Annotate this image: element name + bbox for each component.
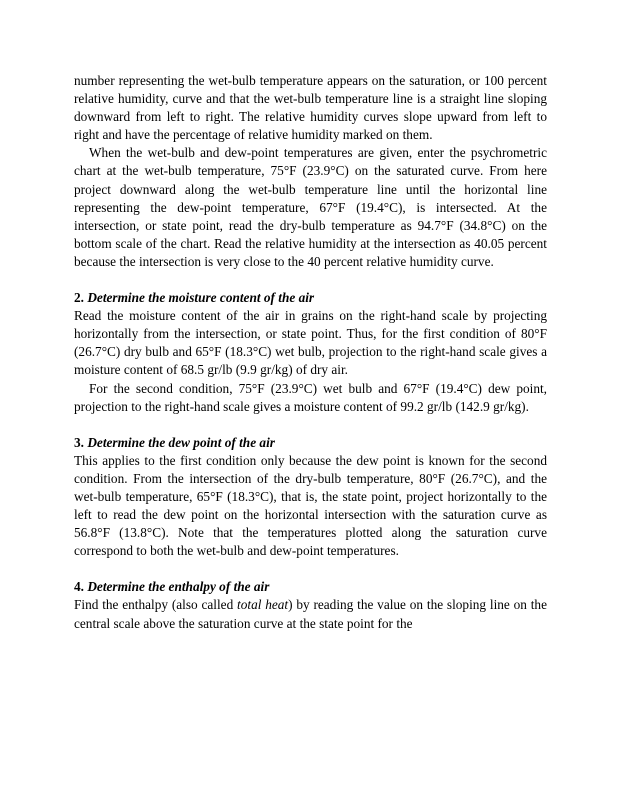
section-2-paragraph-2: For the second condition, 75°F (23.9°C) wet bulb and 67°F (19.4°C) dew point, projection to the right-hand scale gives a moisture content of 99.2 gr/lb (142.9 gr/kg). — [74, 380, 547, 414]
section-3-heading — [74, 434, 547, 452]
section-4-number: 4. — [74, 579, 84, 595]
section-4-text-end: ) by reading the value on the sloping line on the central scale above the saturation curve at the state point for the — [74, 597, 547, 631]
section-4-emphasis: total heat — [237, 597, 289, 613]
paragraph-wet-bulb-dew-point: When the wet-bulb and dew-point temperatures are given, enter the psychrometric chart at the wet-bulb temperature, 75°F (23.9°C) on the saturated curve. From here project downward along the wet-bulb temperature line until the horizontal line representing the dew-point temperature, 67°F (19.4°C), is intersected. At the intersection, or state point, read the dry-bulb temperature as 94.7°F (34.8°C) on the bottom scale of the chart. Read the relative humidity at the intersection as 40.05 percent because the intersection is very close to the 40 percent relative humidity curve. — [74, 145, 547, 269]
section-4-text-start: Find the enthalpy (also called — [74, 597, 238, 613]
section-3-paragraph-1: This applies to the first condition only because the dew point is known for the second condition. From the intersection of the dry-bulb temperature, 80°F (26.7°C), and the wet-bulb temperature, 65°F (18.3°C), that is, the state point, project horizontally to the left to read the dew point on the horizontal intersection with the saturation curve as 56.8°F (13.8°C). Note that the temperatures plotted along the saturation curve correspond to both the wet-bulb and dew-point temperatures. — [74, 452, 547, 559]
section-4-title: Determine the enthalpy of the air — [87, 579, 270, 595]
section-3-number: 3. — [74, 434, 84, 450]
section-4-paragraph-1 — [74, 596, 547, 632]
section-2-title: Determine the moisture content of the air — [87, 290, 315, 306]
section-4-heading — [74, 578, 547, 596]
section-2-paragraph-1: Read the moisture content of the air in grains on the right-hand scale by projecting horizontally from the intersection, or state point. Thus, for the first condition of 80°F (26.7°C) dry bulb and 65°F (18.3°C) wet bulb, projection to the right-hand scale gives a moisture content of 68.5 gr/lb (9.9 gr/kg) of dry air. — [74, 308, 547, 378]
section-2-heading — [74, 289, 547, 307]
document-page — [74, 72, 547, 633]
section-2-number: 2. — [74, 290, 84, 306]
section-3-title: Determine the dew point of the air — [87, 434, 275, 450]
paragraph-wet-bulb-description: number representing the wet-bulb temperature appears on the saturation, or 100 percent relative humidity, curve and that the wet-bulb temperature line is a straight line sloping downward from left to right. The relative humidity curves slope upward from left to right and have the percentage of relative humidity marked on them. — [74, 73, 547, 143]
